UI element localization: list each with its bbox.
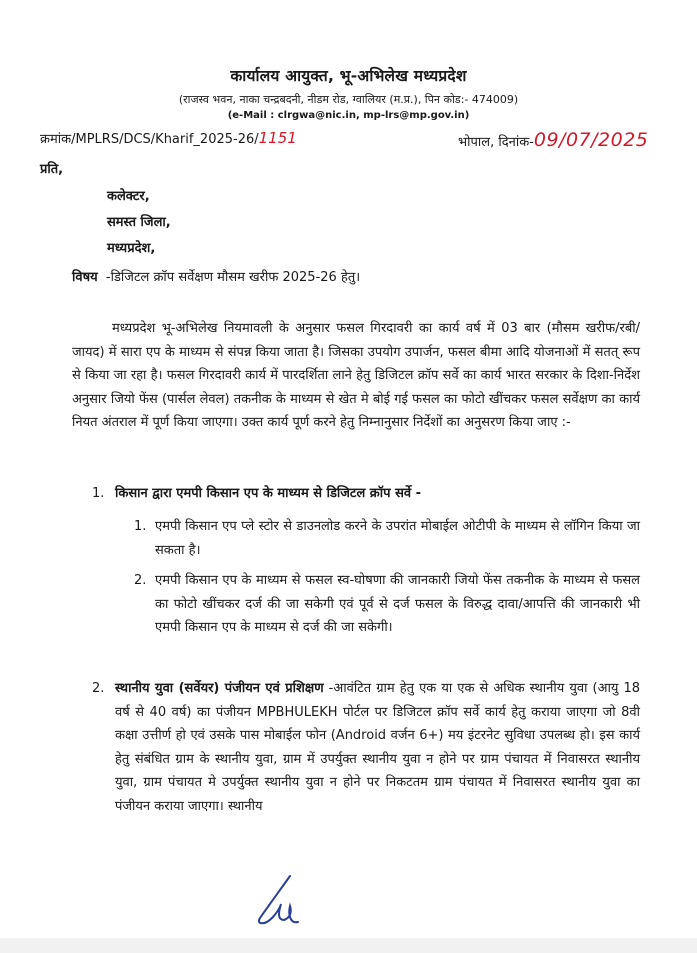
addressee-line-3: मध्यप्रदेश, (107, 241, 156, 256)
item1-number: 1. (92, 486, 105, 501)
office-title: कार्यालय आयुक्त, भू-अभिलेख मध्यप्रदेश (230, 67, 467, 85)
subject-text: -डिजिटल क्रॉप सर्वेक्षण मौसम खरीफ 2025-26 हेतु। (105, 270, 361, 285)
subject-line (72, 267, 360, 285)
reference-number (40, 129, 297, 147)
item2-body: -आवंटित ग्राम हेतु एक या एक से अधिक स्थानीय युवा (आयु 18 वर्ष से 40 वर्ष) का पंजीयन MPBHULEKH पोर्टल पर डिजिटल क्रॉप सर्वे कार्य हेतु कराया जाएगा जो 8वी कक्षा उत्तीर्ण हो एवं उसके पास मोबाईल फोन (Android वर्जन 6+) मय इंटरनेट सुविधा उपलब्ध हो। इस कार्य हेतु संबंधित ग्राम के स्थानीय युवा, ग्राम में उपर्युक्त स्थानीय युवा न होने पर ग्राम पंचायत में निवासरत स्थानीय युवा, ग्राम पंचायत मे उपर्युक्त स्थानीय युवा न होने पर निकटतम ग्राम पंचायत में निवासरत स्थानीय युवा का पंजीयन कराया जाएगा। स्थानीय (115, 681, 640, 814)
place-date (458, 129, 648, 151)
office-email: (e-Mail : clrgwa@nic.in, mp-lrs@mp.gov.in) (227, 110, 470, 121)
reference-row (40, 127, 660, 151)
item1-heading: किसान द्वारा एमपी किसान एप के माध्यम से डिजिटल क्रॉप सर्वे - (115, 486, 422, 501)
handwritten-date: 09/07/2025 (533, 129, 649, 151)
reference-prefix: क्रमांक/MPLRS/DCS/Kharif_2025-26/ (40, 132, 259, 147)
item1-sub1-number: 1. (134, 519, 147, 534)
signature (250, 872, 310, 932)
item1-sub1-text: एमपी किसान एप प्ले स्टोर से डाउनलोड करने के उपरांत मोबाईल ओटीपी के माध्यम से लॉगिन किया जा सकता है। (155, 519, 640, 558)
addressee-line-2: समस्त जिला, (107, 215, 171, 230)
item1-sub2-text: एमपी किसान एप के माध्यम से फसल स्व-घोषणा की जानकारी जियो फेंस तकनीक के माध्यम से फसल का फोटो खींचकर दर्ज की जा सकेगी एवं पूर्व से दर्ज फसल के विरुद्ध दावा/आपत्ति की जानकारी भी एमपी किसान एप के माध्यम से दर्ज की जा सकेगी। (155, 573, 640, 636)
office-address: (राजस्व भवन, नाका चन्द्रबदनी, नीडम रोड, ग्वालियर (म.प्र.), पिन कोड:- 474009) (178, 93, 519, 106)
addressee-line-1: कलेक्टर, (107, 189, 150, 204)
item2-number: 2. (92, 681, 105, 696)
page-bottom-band (0, 938, 697, 953)
intro-paragraph: मध्यप्रदेश भू-अभिलेख नियमावली के अनुसार फसल गिरदावरी का कार्य वर्ष में 03 बार (मौसम खरीफ/रबी/जायद) में सारा एप के माध्यम से संपन्न किया जाता है। जिसका उपयोग उपार्जन, फसल बीमा आदि योजनाओं में सतत् रूप से किया जा रहा है। फसल गिरदावरी कार्य में पारदर्शिता लाने हेतु डिजिटल क्रॉप सर्वे का कार्य भारत सरकार के दिशा-निर्देश अनुसार जियो फेंस (पार्सल लेवल) तकनीक के माध्यम से खेत मे बोई गई फसल का फोटो खींचकर फसल सर्वेक्षण का कार्य नियत अंतराल में पूर्ण किया जाएगा। उक्त कार्य पूर्ण करने हेतु निम्नानुसार निर्देशों का अनुसरण किया जाए :- (72, 321, 640, 431)
subject-label: विषय (72, 270, 98, 285)
item2-heading: स्थानीय युवा (सर्वेयर) पंजीयन एवं प्रशिक्षण (115, 681, 324, 696)
item1-sub2-number: 2. (134, 573, 147, 588)
signature-stroke (259, 876, 298, 923)
to-label: प्रति, (40, 162, 64, 177)
reference-handwritten-number: 1151 (258, 129, 297, 147)
place-date-label: भोपाल, दिनांक- (458, 135, 534, 150)
item2-text (115, 677, 640, 819)
